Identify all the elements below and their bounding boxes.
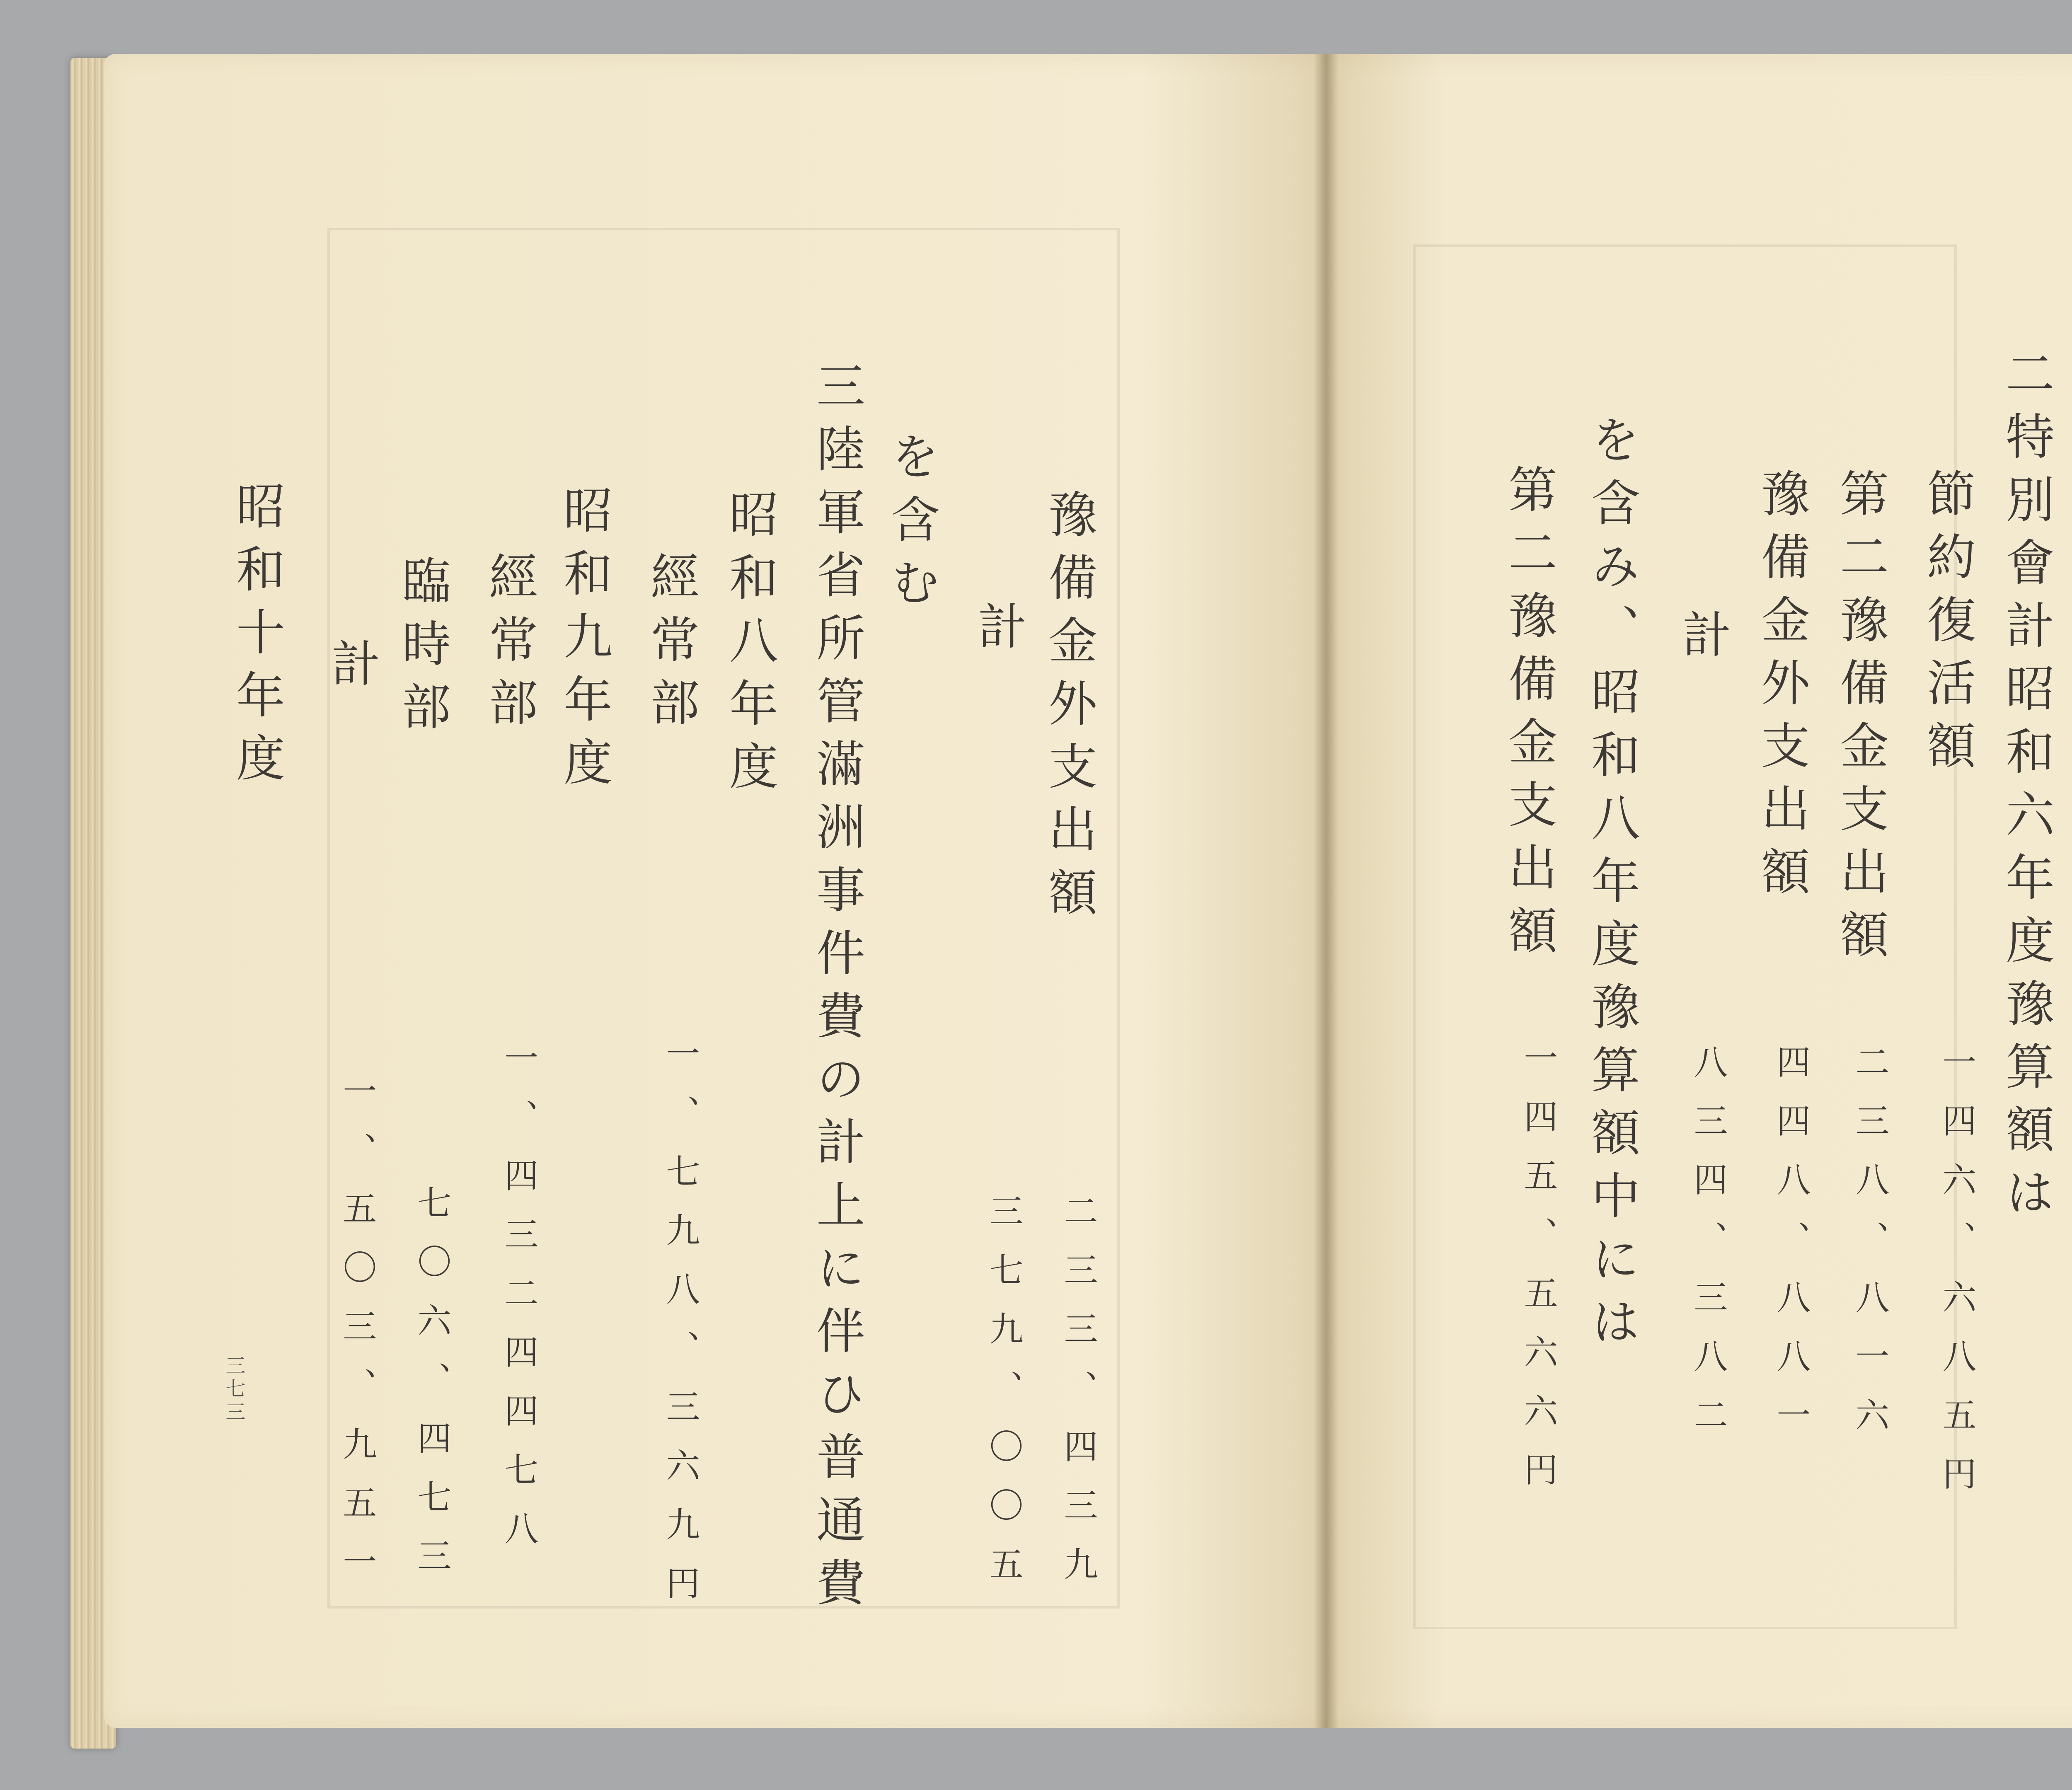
left-page-line: 經常部 [481, 551, 538, 740]
right-page-line: 八三四、三八二 [1688, 1044, 1728, 1456]
left-page-line: 昭和八年度 [721, 489, 778, 804]
right-page-line: 計 [1674, 609, 1731, 672]
right-page-line: 二三八、八一六 [1850, 1044, 1889, 1456]
left-page-line: を含む [883, 431, 940, 620]
gutter [1314, 54, 1339, 1728]
right-page-line: 第二豫備金支出額 [1832, 468, 1889, 972]
right-page-line: 節約復活額 [1919, 468, 1976, 783]
right-page-line: 一四六、六八五円 [1937, 1044, 1976, 1515]
right-page-line: 一四五、五六六円 [1518, 1040, 1558, 1511]
left-page-line: 臨時部 [394, 555, 451, 744]
left-page-line: 三七九、〇〇五 [984, 1193, 1023, 1605]
left-page-line: 一、七九八、三六九円 [661, 1036, 700, 1624]
left-page-line: 豫備金外支出額 [1040, 489, 1097, 930]
right-page-line: 豫備金外支出額 [1753, 468, 1810, 909]
left-page-line: 昭和九年度 [555, 485, 612, 800]
left-page-line: 一、五〇三、九五一 [337, 1073, 377, 1603]
right-page-line: 第二豫備金支出額 [1500, 464, 1557, 968]
left-page-line: 計 [323, 638, 380, 701]
left-page-line: 計 [970, 601, 1027, 664]
left-page-line: 昭和十年度 [228, 481, 285, 796]
left-page-line: 二三三、四三九 [1058, 1193, 1098, 1605]
left-page-line: 七〇六、四七三 [412, 1185, 451, 1597]
right-page-line: を含み、昭和八年度豫算額中には [1583, 414, 1640, 1359]
left-page [104, 54, 1326, 1728]
left-page-line: 三陸軍省所管滿洲事件費の計上に伴ひ普通費 [808, 360, 865, 1620]
page-number-left: 三七三 [222, 1355, 245, 1425]
left-page-line: 經常部 [642, 551, 700, 740]
right-page-line: 二特別會計昭和六年度豫算額は [1997, 348, 2055, 1230]
left-page-line: 一、四三二四四七八 [499, 1040, 538, 1570]
right-page-line: 四四八、八八一 [1771, 1044, 1811, 1456]
